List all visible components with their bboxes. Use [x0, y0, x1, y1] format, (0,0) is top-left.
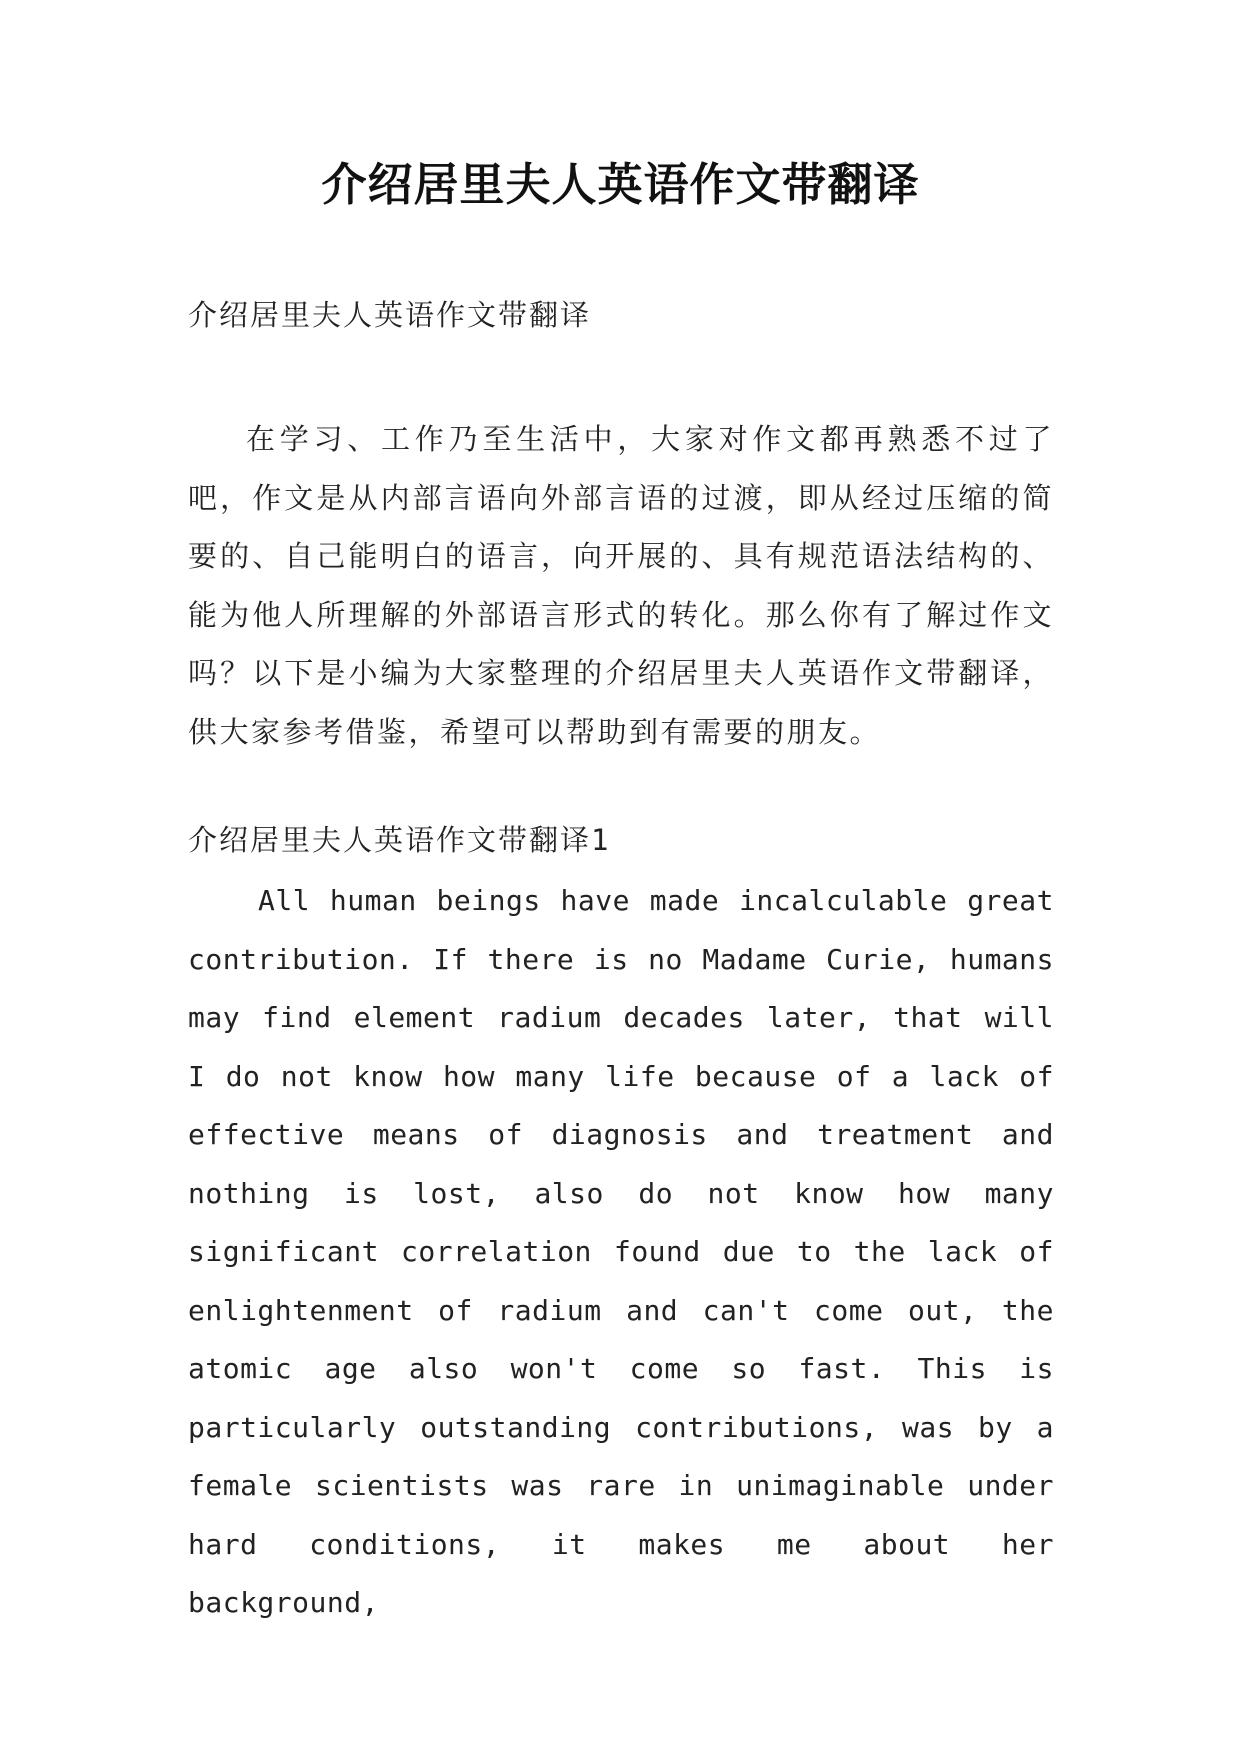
english-essay-paragraph: All human beings have made incalculable great contribution. If there is no Madame Curie, humans may find element radium decades later, that will I do not know how many life because of a lack of effective means of diagnosis and treatment and nothing is lost, also do not know how many significant correlation found due to the lack of enlightenment of radium and can't come out, the atomic age also won't come so fast. This is particularly outstanding contributions, was by a female scientists was rare in unimaginable under hard conditions, it makes me about her background,	[188, 884, 1054, 1619]
page-title: 介绍居里夫人英语作文带翻译	[321, 158, 920, 211]
intro-paragraph: 在学习、工作乃至生活中，大家对作文都再熟悉不过了吧，作文是从内部言语向外部言语的过渡，即从经过压缩的简要的、自己能明白的语言，向开展的、具有规范语法结构的、能为他人所理解的外部语言形式的转化。那么你有了解过作文吗？以下是小编为大家整理的介绍居里夫人英语作文带翻译，供大家参考借鉴，希望可以帮助到有需要的朋友。	[188, 422, 1054, 749]
document-subtitle: 介绍居里夫人英语作文带翻译	[188, 298, 592, 332]
section-heading-1: 介绍居里夫人英语作文带翻译1	[188, 823, 611, 857]
